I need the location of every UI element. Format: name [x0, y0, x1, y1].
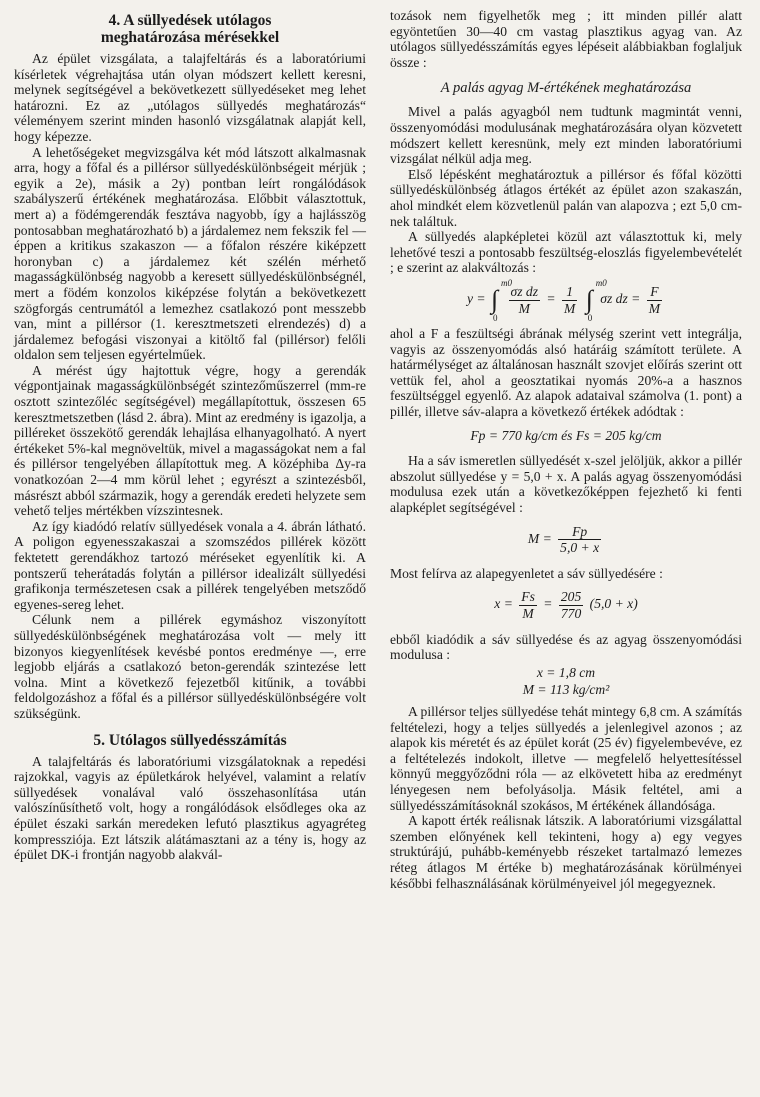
integral-sign-1: ∫ m0 0	[490, 278, 512, 323]
formula-equals: =	[546, 291, 556, 307]
subsection-paragraph-3: A süllyedés alapképletei közül azt választottuk ki, mely lehetővé teszi a pontosabb feszültség-eloszlás figyelembevételét ; e szerint az alakváltozás :	[390, 229, 742, 276]
section-5-paragraph-1-continued: tozások nem figyelhetők meg ; itt minden pillér alatt egyöntetűen 30—40 cm vastag plasztikus agyag van. Az utólagos süllyedésszámítás egyes lépéseit alábbiakban foglaljuk össze :	[390, 8, 742, 70]
section-4-title-line1: 4. A süllyedések utólagos	[108, 12, 272, 29]
fraction-f-over-m: $\frac{F}{M}$	[648, 283, 661, 316]
subsection-paragraph-5: Ha a sáv ismeretlen süllyedését x-szel jelöljük, akkor a pillér abszolut süllyedése y = 5,0 + x. A palás agyag összenyomódási modulusa ezek után a következőképpen fejezhető ki fenti alapképlet segítségével :	[390, 453, 742, 516]
integral-lower-limit: 0	[492, 313, 498, 323]
section-4-paragraph-2: A lehetőségeket megvizsgálva két mód látszott alkalmasnak arra, hogy a főfal és a pillérsor süllyedéskülönbségeit mérjük ; egyik a 2e), másik a 2y) pontban leírt rongálódások szabályszerű értékének meghatározása. Előbbit választottuk, mert a) a födémgerendák fesztáva nagyobb, így a hajlásszög pontosabban meghatározható b) a járdalemez nem fekszik fel — éppen a kritikus szakaszon — a főfalon részére kiképzett horonyban c) a járdalemez két szélén mérhető magasságkülönbség nagyobb a keresett süllyedéskülönbségnél, mert a födém konzolos kiképzése folytán a bekövetkezett szögforgás centrumától a lemezhez csatlakozó pont messzebb van, mint a pillérsor (1. keresztmetszeti elrendezés) d) a járdalemez befogási viszonyai a kitöltő fal (pillérsor) felőli oldalon sem teljesen egyértelműek.	[14, 144, 366, 363]
formula-sigma-dz: σz dz =	[600, 291, 641, 307]
section-4-paragraph-5: Célunk nem a pillérek egymáshoz viszonyított süllyedéskülönbségének meghatározása volt — mely itt bizonyos kiegyenlítések kevésbé pontos eredménye —, erre legjobb eljárás a csatlakozó beton-gerendák szintezése lett volna. Mint a következő fejezetből kitűnik, a további feldolgozáshoz a főfal és a pillérsor süllyedéskülönbségére volt szükségünk.	[14, 612, 366, 721]
subsection-paragraph-7: ebből kiadódik a sáv süllyedése és az agyag összenyomódási modulusa :	[390, 631, 742, 663]
subsection-paragraph-4: ahol a F a feszültségi ábrának mélység szerint vett integrálja, vagyis az összenyomódás alsó határáig számított területe. A határmélységet az általánosan használt szovjet előírás szerint ott vettük fel, ahol a geosztatikai nyomás 20%-a a hasznos feszültséggel egyenlő. Az alapok adataival számolva (1. pont) a pillér, illetve sáv-alapra a következő értékek adódtak :	[390, 326, 742, 420]
section-4-paragraph-4: Az így kiadódó relatív süllyedések vonala a 4. ábrán látható. A poligon egyenesszakaszai a szomszédos pillérek között fektetett gerendákhoz tartozó méréseket egyenlítik ki. A pontszerű teherátadás folytán a pillérsor idealizált süllyedési grafikonja természetesen csak a pillérek tengelyében metsződő egyenes-sereg lehet.	[14, 518, 366, 612]
subsection-paragraph-8: A pillérsor teljes süllyedése tehát mintegy 6,8 cm. A számítás feltételezi, hogy a teljes süllyedés a jelenlegivel azonos ; az alapok kis méretét és az épület korát (25 év) figyelembevéve, ez a feltételezés indokolt, illetve — megfelelő helyettesítéssel könnyű meggyőződni róla — az elkövetett hiba az eredményt lényegesen nem befolyásolja. Másik feltétel, ami a süllyedésszámításoknál szokásos, M értékének állandósága.	[390, 703, 742, 813]
fraction-sigma-over-m: $\frac{\text{σz dz}}{M}$	[510, 283, 538, 316]
integral-sign-2: ∫ m0 0	[585, 278, 607, 323]
fraction-one-over-m: $\frac{1}{M}$	[563, 283, 576, 316]
section-4-title-line2: meghatározása mérésekkel	[100, 29, 280, 46]
subsection-paragraph-6: Most felírva az alapegyenletet a sáv süllyedésére :	[390, 565, 663, 581]
result-x: x = 1,8 cm	[536, 664, 596, 680]
fraction-fs-over-m: $\frac{Fs}{M}$	[521, 589, 535, 621]
result-m: M = 113 kg/cm²	[522, 682, 610, 698]
fraction-fp-over-sum: $\frac{Fp}{5,0 + x}$	[560, 523, 600, 556]
formula-y: y =	[466, 291, 486, 307]
fraction-205-over-770: $\frac{205}{770}$	[560, 589, 582, 621]
subsection-paragraph-2: Első lépésként meghatároztuk a pillérsor és főfal közötti süllyedéskülönbség átlagos értékét az épület azon szakaszán, ahol mindkét elem közvetlenül palán van alapozva ; ezt 5,0 cm-nek találtuk.	[390, 166, 742, 229]
section-4-paragraph-1: Az épület vizsgálata, a talajfeltárás és a laboratóriumi kísérletek végrehajtása után olyan módszert kellett keresni, melynek segítségével a bekövetkezett süllyedéseket meg lehet határozni. Ez az „utólagos süllyedés meghatározás“ véleményem szerint minden hasonló vizsgálatnak alapját kell, hogy képezze.	[14, 51, 366, 144]
subsection-paragraph-1: Mivel a palás agyagból nem tudtunk magmintát venni, összenyomódási modulusának meghatározására olyan közvetett módszert kellett keresnünk, mely ezt minden laboratóriumi vizsgálat nélkül adja meg.	[390, 104, 742, 167]
section-5-title: 5. Utólagos süllyedésszámítás	[93, 731, 287, 749]
left-column	[14, 8, 366, 863]
modulus-formula: M = $\frac{Fp}{5,0 + x}$	[527, 523, 600, 556]
section-5-paragraph-1: A talajfeltárás és laboratóriumi vizsgálatoknak a repedési rajzokkal, vagyis az épületkárok helyével, valamint a relatív süllyedések vonalával való összehasonlítása után valószínűsíthető volt, hogy a rongálódások elsődleges oka az épület északi sarkán meredeken lefutó plasztikus agyagréteg kompressziója. Ezt látszik alátámasztani az a tény is, hogy az épület DK-i frontján nagyobb alakvál-	[14, 753, 366, 863]
right-column	[390, 8, 742, 891]
f-values-formula: Fp = 770 kg/cm és Fs = 205 kg/cm	[470, 427, 662, 443]
section-4-title	[14, 12, 366, 46]
subsection-paragraph-9: A kapott érték reálisnak látszik. A laboratóriumi vizsgálattal szemben előnyének kell tekinteni, hogy a) egy vegyes struktúrájú, puhább-keményebb részeket tartalmazó lemezes réteg átlagos M értéke b) meghatározásának körülményei későbbi felhasználásának körülményeivel jól megegyeznek.	[390, 813, 742, 891]
integral-upper-limit: m0	[500, 278, 512, 288]
subsection-title: A palás agyag M-értékének meghatározása	[440, 80, 692, 97]
section-4-paragraph-3: A mérést úgy hajtottuk végre, hogy a gerendák végpontjainak magasságkülönbségét szintezőműszerrel (mm-re osztott szintezőléc segítségével) megállapítottuk, összesen 65 keresztmetszetben (lásd 2. ábra). Mint az eredmény is igazolja, a pilléreket összekötő gerendák lehajlása elhanyagolható. A nyert értékeket 5%-kal megnöveltük, mivel a magasságokat nem a fal és pillérsor tengelyében állapítottuk meg. A középhiba Δy-ra vonatkozóan 2—4 mm körül lehet ; egyrészt a szintezésből, másrészt abból származik, hogy a gerendák eredeti helyzete sem vehető teljes mértékben vízszintesnek.	[14, 362, 366, 519]
settlement-integral-formula	[390, 278, 742, 323]
strip-settlement-formula: x = $\frac{Fs}{M}$ = $\frac{205}{770}$ (5,0 + x)	[494, 589, 638, 621]
